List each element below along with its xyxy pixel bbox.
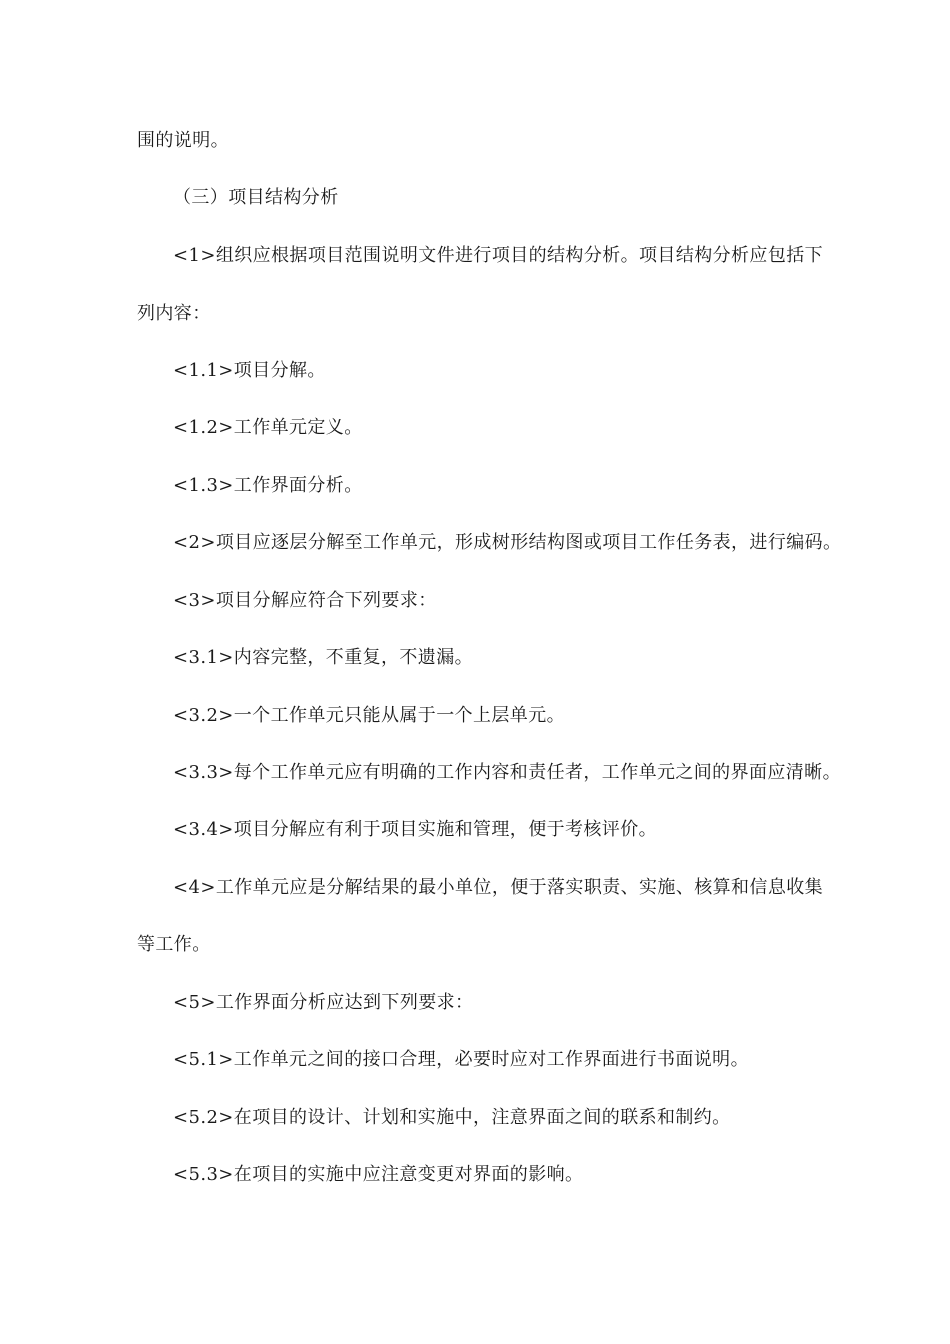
list-item: <5.1>工作单元之间的接口合理，必要时应对工作界面进行书面说明。 bbox=[173, 1049, 749, 1070]
list-item: <1.3>工作界面分析。 bbox=[173, 475, 363, 496]
paragraph-line: 列内容： bbox=[137, 303, 211, 324]
list-item: <3>项目分解应符合下列要求： bbox=[173, 590, 437, 611]
list-item: <3.3>每个工作单元应有明确的工作内容和责任者，工作单元之间的界面应清晰。 bbox=[173, 762, 841, 783]
list-item: <5>工作界面分析应达到下列要求： bbox=[173, 992, 474, 1013]
list-item: <3.1>内容完整，不重复，不遗漏。 bbox=[173, 647, 473, 668]
paragraph-line: <1>组织应根据项目范围说明文件进行项目的结构分析。项目结构分析应包括下 bbox=[173, 245, 824, 266]
paragraph-line: 等工作。 bbox=[137, 934, 211, 955]
section-heading: （三）项目结构分析 bbox=[173, 187, 339, 208]
list-item: <5.2>在项目的设计、计划和实施中，注意界面之间的联系和制约。 bbox=[173, 1107, 731, 1128]
list-item: <1.2>工作单元定义。 bbox=[173, 417, 363, 438]
list-item: <5.3>在项目的实施中应注意变更对界面的影响。 bbox=[173, 1164, 584, 1185]
list-item: <1.1>项目分解。 bbox=[173, 360, 326, 381]
list-item: <4>工作单元应是分解结果的最小单位，便于落实职责、实施、核算和信息收集 bbox=[173, 877, 824, 898]
paragraph-line: 围的说明。 bbox=[137, 130, 229, 151]
list-item: <2>项目应逐层分解至工作单元，形成树形结构图或项目工作任务表，进行编码。 bbox=[173, 532, 842, 553]
list-item: <3.2>一个工作单元只能从属于一个上层单元。 bbox=[173, 705, 565, 726]
list-item: <3.4>项目分解应有利于项目实施和管理，便于考核评价。 bbox=[173, 819, 657, 840]
